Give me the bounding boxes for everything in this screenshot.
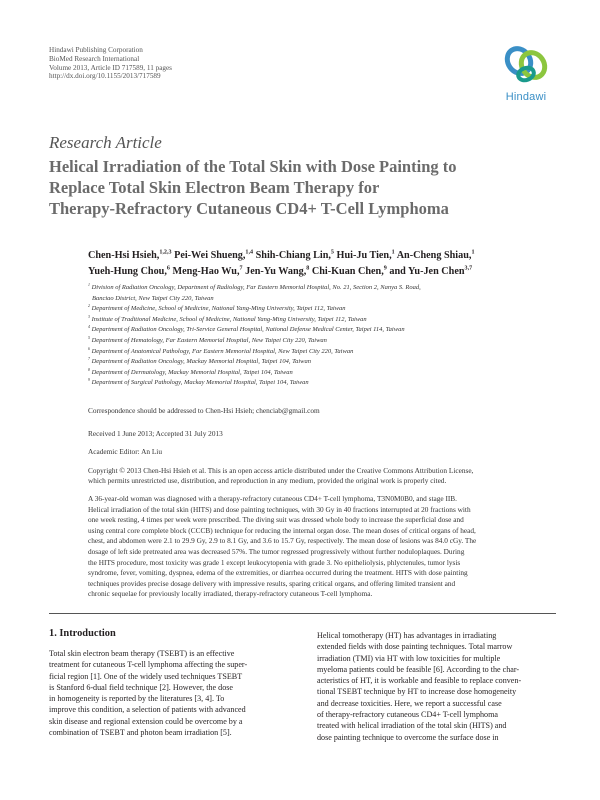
body-line: combination of TSEBT and photon beam irradiation [5].: [49, 728, 232, 738]
affiliation-text: Institute of Traditional Medicine, School of Medicine, National Yang-Ming University, Taipei 112, Taiwan: [91, 315, 367, 323]
affiliation-list: [88, 283, 568, 389]
body-line: tional TSEBT technique by HT to increase dose homogeneity: [317, 687, 517, 697]
body-line: irradiation (TMI) via HT with low toxicities for multiple: [317, 653, 501, 663]
body-line: extended fields with dose painting techniques. Total marrow: [317, 642, 513, 652]
body-line: is Stanford 6-dual field technique [2]. However, the dose: [49, 682, 233, 692]
author-name: Chen-Hsi Hsieh,: [88, 250, 160, 261]
body-line: Total skin electron beam therapy (TSEBT) is an effective: [49, 649, 235, 658]
author-affiliation-mark: 7: [239, 265, 243, 272]
hindawi-logo: [497, 42, 555, 106]
body-line: dose painting technique to overcome the surface dose in: [317, 732, 499, 742]
affiliation-text: Division of Radiation Oncology, Department of Radiology, Far Eastern Memorial Hospital, No. 21, Section 2, Nanya S. Road,: [91, 284, 421, 291]
body-line: of therapy-refractory cutaneous CD4+ T-cell lymphoma: [317, 710, 498, 720]
academic-editor: Academic Editor: An Liu: [88, 447, 162, 456]
body-line: treated with helical irradiation of the total skin (HITS) and: [317, 721, 507, 731]
author-line: [88, 248, 578, 264]
title-line: Therapy-Refractory Cutaneous CD4+ T-Cell Lymphoma: [49, 199, 449, 218]
hindawi-logo-icon: [497, 42, 555, 90]
volume-info: Volume 2013, Article ID 717589, 11 pages: [49, 63, 172, 72]
body-line: treatment for cutaneous T-cell lymphoma affecting the super-: [49, 660, 248, 670]
body-line: in homogeneity is reported by the literatures [3, 4]. To: [49, 694, 225, 704]
affiliation-text: Department of Radiation Oncology, Tri-Service General Hospital, National Defense Medical Center, Taipei 114, Taiwan: [91, 326, 405, 334]
received-dates: Received 1 June 2013; Accepted 31 July 2013: [88, 429, 223, 438]
body-column-right: [317, 630, 557, 743]
abstract-line: the HITS procedure, most toxicity was grade 1 except leukocytopenia with grade 3. No epitheliolysis, phlyctenules, tumor lysis: [88, 557, 461, 567]
author-name: An-Cheng Shiau,: [394, 250, 472, 261]
body-column-left: [49, 648, 289, 738]
title-line: Helical Irradiation of the Total Skin with Dose Painting to: [49, 157, 457, 176]
author-name: Meng-Hao Wu,: [169, 266, 240, 277]
affiliation-number: 4: [88, 325, 90, 330]
author-affiliation-mark: 1,4: [245, 249, 254, 256]
abstract-line: syndrome, fever, vomiting, dyspnea, edema of the extremities, or diarrhea occurred during the treatment. HITS with dose painting: [88, 568, 468, 578]
affiliation-line: [88, 304, 568, 315]
author-name: Jen-Yu Wang,: [242, 266, 307, 277]
author-affiliation-mark: 1,2,3: [159, 249, 172, 256]
abstract-line: dosage of left side pretreated area was decreased 57%. The tumor regressed progressively without further noduloplaques. During: [88, 546, 465, 556]
author-affiliation-mark: 1: [471, 249, 475, 256]
affiliation-line: [88, 378, 568, 389]
author-name: Hui-Ju Tien,: [333, 250, 392, 261]
abstract: [88, 494, 556, 600]
body-line: and decrease toxicities. Here, we report a successful case: [317, 698, 502, 708]
author-name: Shih-Chiang Lin,: [253, 250, 331, 261]
author-affiliation-mark: 3,7: [464, 265, 473, 272]
journal-name: BioMed Research International: [49, 54, 140, 63]
correspondence: Correspondence should be addressed to Chen-Hsi Hsieh; chenciab@gmail.com: [88, 406, 320, 415]
affiliation-number: 1: [88, 282, 90, 287]
affiliation-number: 5: [88, 335, 90, 340]
body-line: improve this condition, a selection of patients with advanced: [49, 705, 246, 715]
abstract-line: techniques provides precise dosage delivery with impressive results, sparing critical organs, and offering limited transient and: [88, 578, 456, 588]
author-name: Chi-Kuan Chen,: [309, 266, 384, 277]
abstract-line: using central core complete block (CCCB) technique for reducing the internal organ dose. The mean doses of critical organs of head,: [88, 525, 476, 535]
affiliation-line: [88, 294, 568, 305]
body-line: Helical tomotherapy (HT) has advantages in irradiating: [317, 631, 497, 640]
affiliation-line: [88, 315, 568, 326]
affiliation-line: [88, 283, 568, 294]
hindawi-logo-text: Hindawi: [505, 91, 547, 103]
author-affiliation-mark: 1: [391, 249, 395, 256]
abstract-line: chest, and abdomen were 2.1 to 29.9 Gy, 2.9 to 8.1 Gy, and 3.6 to 15.7 Gy, respectively. The mean dose of lesions was 84.0 cGy. The: [88, 536, 477, 546]
author-affiliation-mark: 9: [383, 265, 387, 272]
affiliation-number: 6: [88, 346, 90, 351]
article-title: [49, 156, 559, 219]
title-line: Replace Total Skin Electron Beam Therapy for: [49, 178, 380, 197]
affiliation-line: [88, 336, 568, 347]
author-affiliation-mark: 6: [166, 265, 170, 272]
section-heading: 1. Introduction: [49, 628, 116, 639]
body-line: ficial region [1]. One of the widely used techniques TSEBT: [49, 671, 243, 681]
affiliation-line: [88, 368, 568, 379]
affiliation-number: 8: [88, 367, 90, 372]
article-type: Research Article: [49, 133, 162, 152]
section-divider: [49, 613, 556, 614]
abstract-line: Helical irradiation of the total skin (HITS) and dose painting techniques, with 30 Gy in 40 fractions interrupted at 20 fractions with: [88, 504, 471, 514]
affiliation-text: Department of Surgical Pathology, Mackay Memorial Hospital, Taipei 104, Taiwan: [91, 379, 309, 387]
affiliation-text: Department of Anatomical Pathology, Far Eastern Memorial Hospital, New Taipei City 220, Taiwan: [91, 347, 354, 355]
author-name: Yueh-Hung Chou,: [88, 266, 167, 277]
copyright-notice: [88, 466, 556, 487]
copyright-line: Copyright © 2013 Chen-Hsi Hsieh et al. This is an open access article distributed under the Creative Commons Attribution License,: [88, 466, 474, 475]
abstract-line: A 36-year-old woman was diagnosed with a therapy-refractory cutaneous CD4+ T-cell lymphoma, T3N0M0B0, and stage IIB.: [88, 494, 457, 503]
affiliation-text: Department of Medicine, School of Medicine, National Yang-Ming University, Taipei 112, Taiwan: [91, 305, 346, 313]
author-line: [88, 264, 578, 280]
abstract-line: one week resting, 4 times per week were prescribed. The diving suit was dressed whole body to increase the superficial dose and: [88, 515, 464, 525]
body-line: myeloma patients could be feasible [6]. According to the char-: [317, 664, 520, 674]
author-affiliation-mark: 5: [330, 249, 334, 256]
journal-header: [49, 46, 172, 81]
affiliation-text: Department of Hematology, Far Eastern Memorial Hospital, New Taipei City 220, Taiwan: [91, 336, 327, 344]
affiliation-number: 3: [88, 314, 90, 319]
affiliation-text: Department of Radiation Oncology, Mackay Memorial Hospital, Taipei 104, Taiwan: [91, 358, 312, 366]
author-name: Pei-Wei Shueng,: [171, 250, 246, 261]
affiliation-line: [88, 325, 568, 336]
publisher-name: Hindawi Publishing Corporation: [49, 46, 143, 54]
abstract-line: chronic sequelae for previously locally irradiated, therapy-refractory cutaneous T-cell lymphoma.: [88, 589, 373, 599]
author-name: and Yu-Jen Chen: [386, 266, 465, 277]
affiliation-number: 2: [88, 304, 90, 309]
body-line: acteristics of HT, it is workable and feasible to replace conven-: [317, 676, 522, 686]
body-line: skin disease and regional extension could be overcome by a: [49, 716, 243, 726]
affiliation-text: Department of Dermatology, Mackay Memorial Hospital, Taipei 104, Taiwan: [91, 368, 293, 376]
affiliation-line: [88, 347, 568, 358]
doi-link[interactable]: http://dx.doi.org/10.1155/2013/717589: [49, 72, 161, 81]
author-affiliation-mark: 8: [306, 265, 310, 272]
affiliation-line: [88, 357, 568, 368]
affiliation-number: 7: [88, 357, 90, 361]
affiliation-text: Banciao District, New Taipei City 220, Taiwan: [92, 294, 214, 302]
author-list: [88, 248, 578, 280]
affiliation-number: 9: [88, 378, 90, 383]
copyright-line: which permits unrestricted use, distribution, and reproduction in any medium, provided the original work is properly cited.: [88, 476, 447, 486]
